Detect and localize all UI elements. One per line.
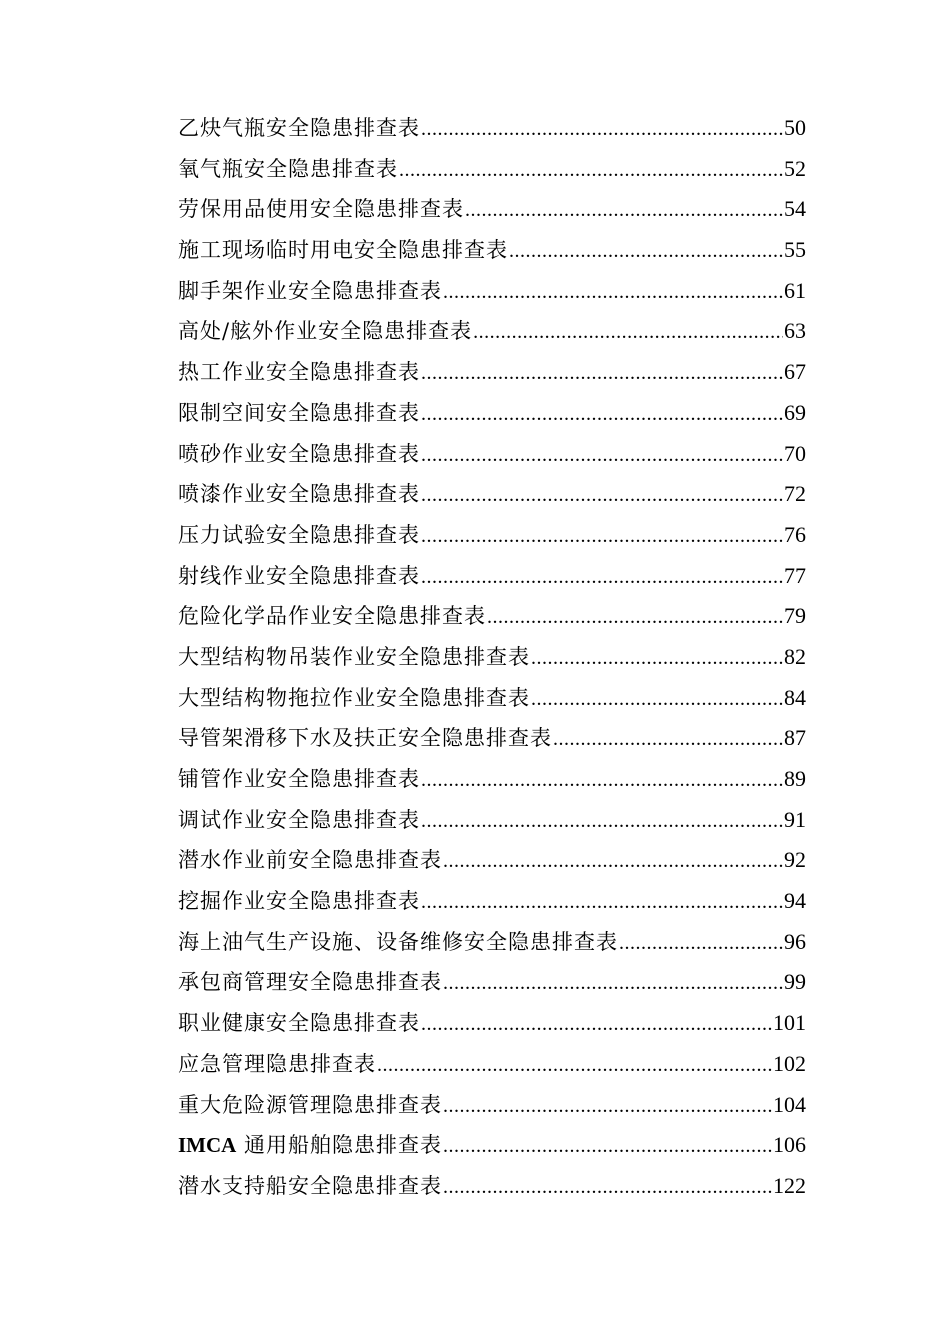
toc-entry-page: 69 (784, 399, 806, 425)
toc-entry-page: 102 (773, 1050, 806, 1076)
toc-leader-dots (443, 963, 783, 1004)
toc-leader-dots (421, 801, 783, 842)
toc-entry[interactable] (178, 556, 806, 597)
toc-entry[interactable] (178, 800, 806, 841)
toc-entry[interactable] (178, 678, 806, 719)
toc-entry-page: 54 (784, 196, 806, 222)
toc-entry-page: 87 (784, 725, 806, 751)
toc-entry[interactable] (178, 149, 806, 190)
toc-entry-page: 122 (773, 1172, 806, 1198)
toc-leader-dots (443, 841, 783, 882)
toc-entry-title: 潜水支持船安全隐患排查表 (178, 1173, 442, 1198)
toc-entry-page: 77 (784, 562, 806, 588)
toc-entry-title: 应急管理隐患排查表 (178, 1051, 376, 1076)
toc-entry[interactable] (178, 271, 806, 312)
toc-entry-title: 挖掘作业安全隐患排查表 (178, 889, 420, 914)
toc-entry-page: 50 (784, 115, 806, 140)
toc-entry[interactable] (178, 962, 806, 1003)
toc-entry-title: 氧气瓶安全隐患排查表 (178, 156, 398, 181)
toc-leader-dots (443, 1086, 772, 1127)
toc-leader-dots (531, 638, 783, 679)
toc-leader-dots (421, 516, 783, 557)
toc-entry[interactable] (178, 393, 806, 434)
toc-entry-page: 104 (773, 1091, 806, 1117)
toc-leader-dots (553, 719, 783, 760)
toc-entry-page: 92 (784, 847, 806, 873)
toc-entry-page: 106 (773, 1132, 806, 1158)
toc-entry-title: 大型结构物拖拉作业安全隐患排查表 (178, 685, 530, 710)
toc-entry-page: 82 (784, 643, 806, 669)
toc-entry-title: 重大危险源管理隐患排查表 (178, 1092, 442, 1117)
toc-entry-page: 101 (773, 1010, 806, 1036)
toc-entry-page: 96 (784, 928, 806, 954)
toc-entry-title: 乙炔气瓶安全隐患排查表 (178, 116, 420, 140)
toc-entry-page: 67 (784, 359, 806, 385)
toc-entry-title: 施工现场临时用电安全隐患排查表 (178, 238, 508, 263)
toc-leader-dots (443, 1126, 772, 1167)
toc-leader-dots (443, 272, 783, 313)
toc-entry-title: 危险化学品作业安全隐患排查表 (178, 604, 486, 629)
toc-leader-dots (531, 679, 783, 720)
toc-entry[interactable] (178, 759, 806, 800)
toc-entry-page: 99 (784, 969, 806, 995)
toc-entry-title: 职业健康安全隐患排查表 (178, 1011, 420, 1036)
toc-entry[interactable] (178, 637, 806, 678)
toc-leader-dots (487, 597, 783, 638)
toc-entry[interactable] (178, 352, 806, 393)
toc-entry-title: 热工作业安全隐患排查表 (178, 360, 420, 385)
toc-entry[interactable] (178, 1166, 806, 1207)
toc-entry[interactable] (178, 881, 806, 922)
toc-entry[interactable] (178, 108, 806, 149)
toc-entry[interactable] (178, 515, 806, 556)
toc-leader-dots (399, 150, 783, 191)
toc-entry-page: 70 (784, 440, 806, 466)
toc-leader-dots (421, 882, 783, 923)
toc-entry[interactable] (178, 1125, 806, 1166)
toc-entry-page: 55 (784, 237, 806, 263)
toc-entry-title: 劳保用品使用安全隐患排查表 (178, 197, 464, 222)
toc-entry-title (178, 1125, 442, 1166)
toc-leader-dots (421, 1004, 772, 1045)
toc-entry-title: 压力试验安全隐患排查表 (178, 522, 420, 547)
toc-entry-page: 84 (784, 684, 806, 710)
toc-leader-dots (473, 312, 783, 353)
toc-entry-page: 52 (784, 155, 806, 181)
toc-entry-title: 喷漆作业安全隐患排查表 (178, 482, 420, 507)
toc-entry[interactable] (178, 1044, 806, 1085)
toc-entry-page: 72 (784, 481, 806, 507)
toc-leader-dots (421, 475, 783, 516)
toc-entry-title: 限制空间安全隐患排查表 (178, 400, 420, 425)
toc-leader-dots (377, 1045, 772, 1086)
toc-leader-dots (443, 1167, 772, 1208)
toc-entry-title: 承包商管理安全隐患排查表 (178, 970, 442, 995)
toc-entry[interactable] (178, 1003, 806, 1044)
toc-leader-dots (421, 109, 783, 150)
toc-entry[interactable] (178, 311, 806, 352)
toc-entry-page: 63 (784, 318, 806, 344)
toc-entry-title: 调试作业安全隐患排查表 (178, 807, 420, 832)
toc-leader-dots (619, 923, 783, 964)
toc-entry-page: 79 (784, 603, 806, 629)
toc-leader-dots (421, 353, 783, 394)
toc-entry-title-text: 通用船舶隐患排查表 (244, 1133, 443, 1158)
toc-entry-title: 射线作业安全隐患排查表 (178, 563, 420, 588)
toc-entry-title: 喷砂作业安全隐患排查表 (178, 441, 420, 466)
toc-leader-dots (509, 231, 783, 272)
toc-entry-title: 脚手架作业安全隐患排查表 (178, 278, 442, 303)
toc-entry-title: 导管架滑移下水及扶正安全隐患排查表 (178, 726, 552, 751)
toc-leader-dots (421, 394, 783, 435)
toc-entry[interactable] (178, 596, 806, 637)
toc-entry[interactable] (178, 1085, 806, 1126)
toc-entry-page: 94 (784, 888, 806, 914)
toc-leader-dots (421, 557, 783, 598)
toc-entry[interactable] (178, 922, 806, 963)
toc-entry-page: 76 (784, 521, 806, 547)
toc-entry[interactable] (178, 840, 806, 881)
table-of-contents (178, 108, 806, 1207)
toc-entry[interactable] (178, 718, 806, 759)
toc-entry[interactable] (178, 434, 806, 475)
toc-entry[interactable] (178, 474, 806, 515)
toc-entry-title: 海上油气生产设施、设备维修安全隐患排查表 (178, 929, 618, 954)
toc-entry-page: 61 (784, 277, 806, 303)
toc-leader-dots (421, 435, 783, 476)
toc-leader-dots (465, 190, 783, 231)
toc-entry-title: 铺管作业安全隐患排查表 (178, 767, 420, 791)
toc-leader-dots (421, 760, 783, 801)
toc-entry-title-prefix: IMCA (178, 1133, 237, 1158)
toc-entry-title: 大型结构物吊装作业安全隐患排查表 (178, 644, 530, 669)
toc-entry-page: 89 (784, 766, 806, 791)
toc-entry[interactable] (178, 230, 806, 271)
toc-entry-title: 高处/舷外作业安全隐患排查表 (178, 319, 473, 344)
toc-entry[interactable] (178, 189, 806, 230)
toc-entry-page: 91 (784, 806, 806, 832)
toc-entry-title: 潜水作业前安全隐患排查表 (178, 848, 442, 873)
